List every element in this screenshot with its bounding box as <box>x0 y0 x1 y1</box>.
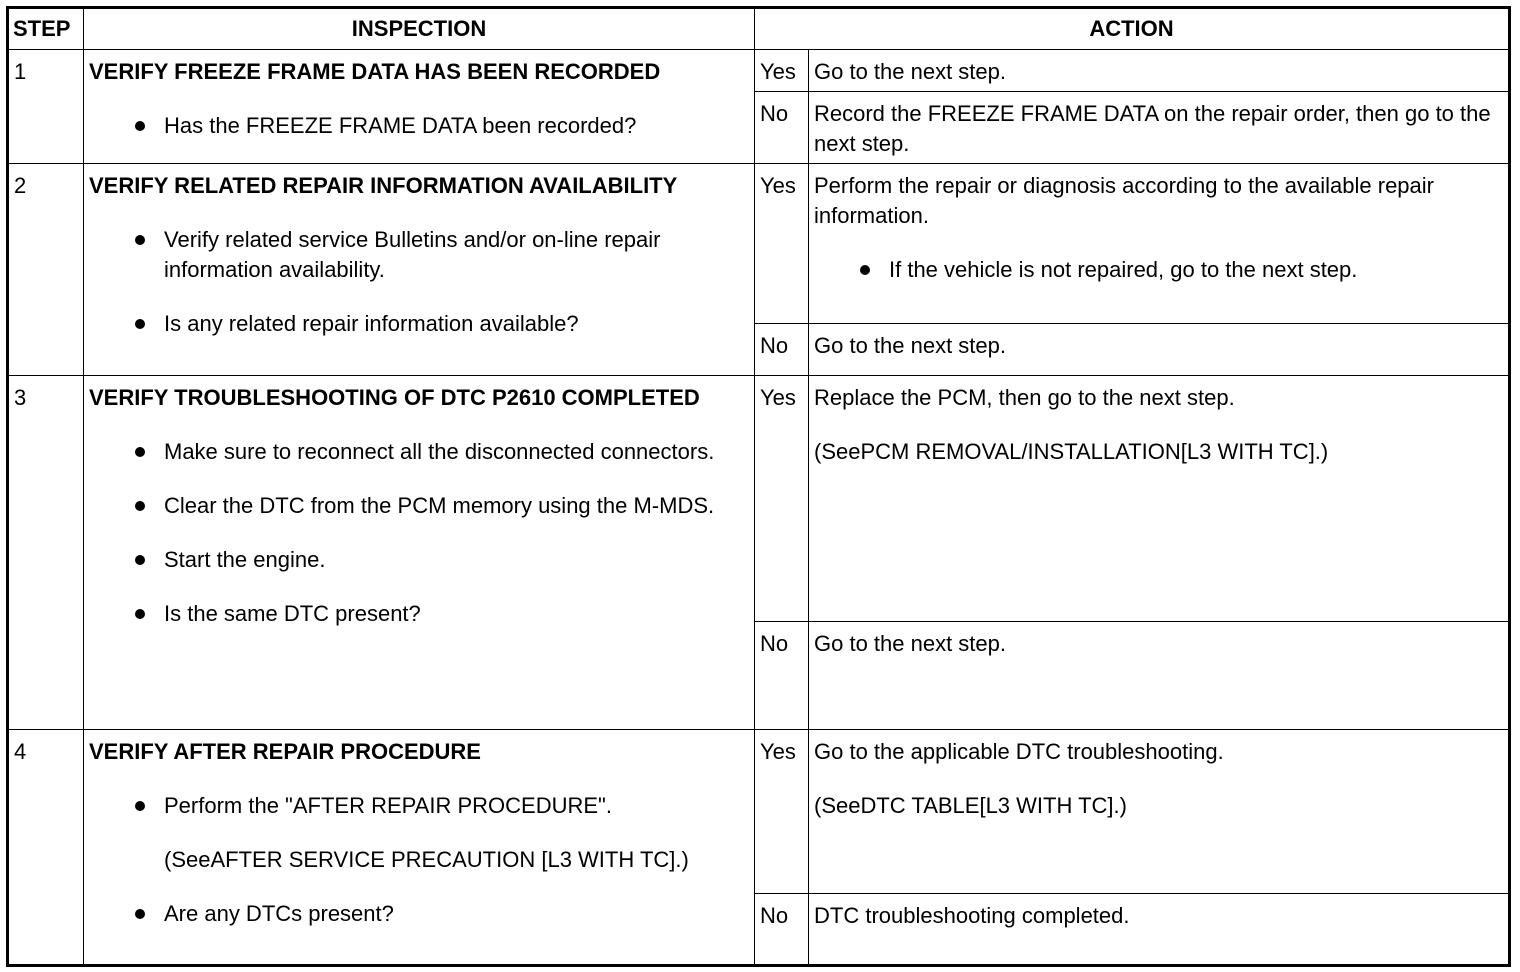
step-3-bullet-4: Is the same DTC present? <box>89 599 749 629</box>
step-2-yes-bullet-1: If the vehicle is not repaired, go to the next step. <box>814 255 1503 285</box>
step-2-bullets <box>89 225 749 339</box>
diagnostic-procedure-table <box>6 6 1511 967</box>
step-3-no-label: No <box>755 622 809 730</box>
step-2-yes-label: Yes <box>755 164 809 324</box>
step-2-no-action <box>809 324 1510 376</box>
step-3-row-yes <box>8 376 1510 622</box>
step-2-title: VERIFY RELATED REPAIR INFORMATION AVAILABILITY <box>89 173 678 198</box>
step-3-bullets <box>89 437 749 629</box>
step-4-bullets <box>89 791 749 821</box>
step-1-number: 1 <box>8 50 84 164</box>
step-2-bullet-1: Verify related service Bulletins and/or on-line repair information availability. <box>89 225 749 285</box>
step-3-bullet-1: Make sure to reconnect all the disconnected connectors. <box>89 437 749 467</box>
step-4-yes-reference-link[interactable]: (SeeDTC TABLE[L3 WITH TC].) <box>814 793 1127 818</box>
step-1-bullets <box>89 111 749 141</box>
step-3-yes-action <box>809 376 1510 622</box>
step-header: STEP <box>8 8 84 50</box>
step-4-yes-label: Yes <box>755 730 809 894</box>
step-2-inspection <box>84 164 755 376</box>
step-3-inspection <box>84 376 755 730</box>
step-4-bullet-1: Perform the "AFTER REPAIR PROCEDURE". <box>89 791 749 821</box>
step-4-no-action <box>809 894 1510 966</box>
step-1-yes-action-text: Go to the next step. <box>814 59 1007 84</box>
step-3-bullet-2: Clear the DTC from the PCM memory using the M-MDS. <box>89 491 749 521</box>
step-4-number: 4 <box>8 730 84 966</box>
step-4-no-action-text: DTC troubleshooting completed. <box>814 903 1130 928</box>
step-4-inspection <box>84 730 755 966</box>
step-2-bullet-2: Is any related repair information available? <box>89 309 749 339</box>
step-4-reference-link[interactable]: (SeeAFTER SERVICE PRECAUTION [L3 WITH TC].) <box>164 847 689 872</box>
step-4-no-label: No <box>755 894 809 966</box>
step-1-title: VERIFY FREEZE FRAME DATA HAS BEEN RECORDED <box>89 59 661 84</box>
step-3-title: VERIFY TROUBLESHOOTING OF DTC P2610 COMPLETED <box>89 385 700 410</box>
step-4-title: VERIFY AFTER REPAIR PROCEDURE <box>89 739 481 764</box>
step-3-bullet-3: Start the engine. <box>89 545 749 575</box>
step-2-yes-action-text: Perform the repair or diagnosis according to the available repair information. <box>814 173 1434 228</box>
step-4-yes-action <box>809 730 1510 894</box>
step-1-no-label: No <box>755 92 809 164</box>
step-1-yes-action <box>809 50 1510 92</box>
step-3-no-action-text: Go to the next step. <box>814 631 1007 656</box>
step-3-yes-action-text: Replace the PCM, then go to the next step. <box>814 385 1235 410</box>
step-1-no-action <box>809 92 1510 164</box>
step-1-bullet-1: Has the FREEZE FRAME DATA been recorded? <box>89 111 749 141</box>
step-2-no-action-text: Go to the next step. <box>814 333 1007 358</box>
step-3-number: 3 <box>8 376 84 730</box>
inspection-header: INSPECTION <box>84 8 755 50</box>
step-3-yes-label: Yes <box>755 376 809 622</box>
step-2-yes-bullets <box>814 255 1503 285</box>
step-3-yes-reference-link[interactable]: (SeePCM REMOVAL/INSTALLATION[L3 WITH TC].) <box>814 439 1329 464</box>
step-2-yes-action <box>809 164 1510 324</box>
step-1-inspection <box>84 50 755 164</box>
step-1-row-yes <box>8 50 1510 92</box>
step-2-number: 2 <box>8 164 84 376</box>
step-1-no-action-text: Record the FREEZE FRAME DATA on the repair order, then go to the next step. <box>814 101 1491 156</box>
step-4-yes-action-text: Go to the applicable DTC troubleshooting. <box>814 739 1224 764</box>
step-3-no-action <box>809 622 1510 730</box>
step-4-bullet-2: Are any DTCs present? <box>89 899 749 929</box>
step-2-row-yes <box>8 164 1510 324</box>
step-4-row-yes <box>8 730 1510 894</box>
step-4-bullets-2 <box>89 899 749 929</box>
step-2-no-label: No <box>755 324 809 376</box>
step-1-yes-label: Yes <box>755 50 809 92</box>
header-row <box>8 8 1510 50</box>
action-header: ACTION <box>755 8 1510 50</box>
